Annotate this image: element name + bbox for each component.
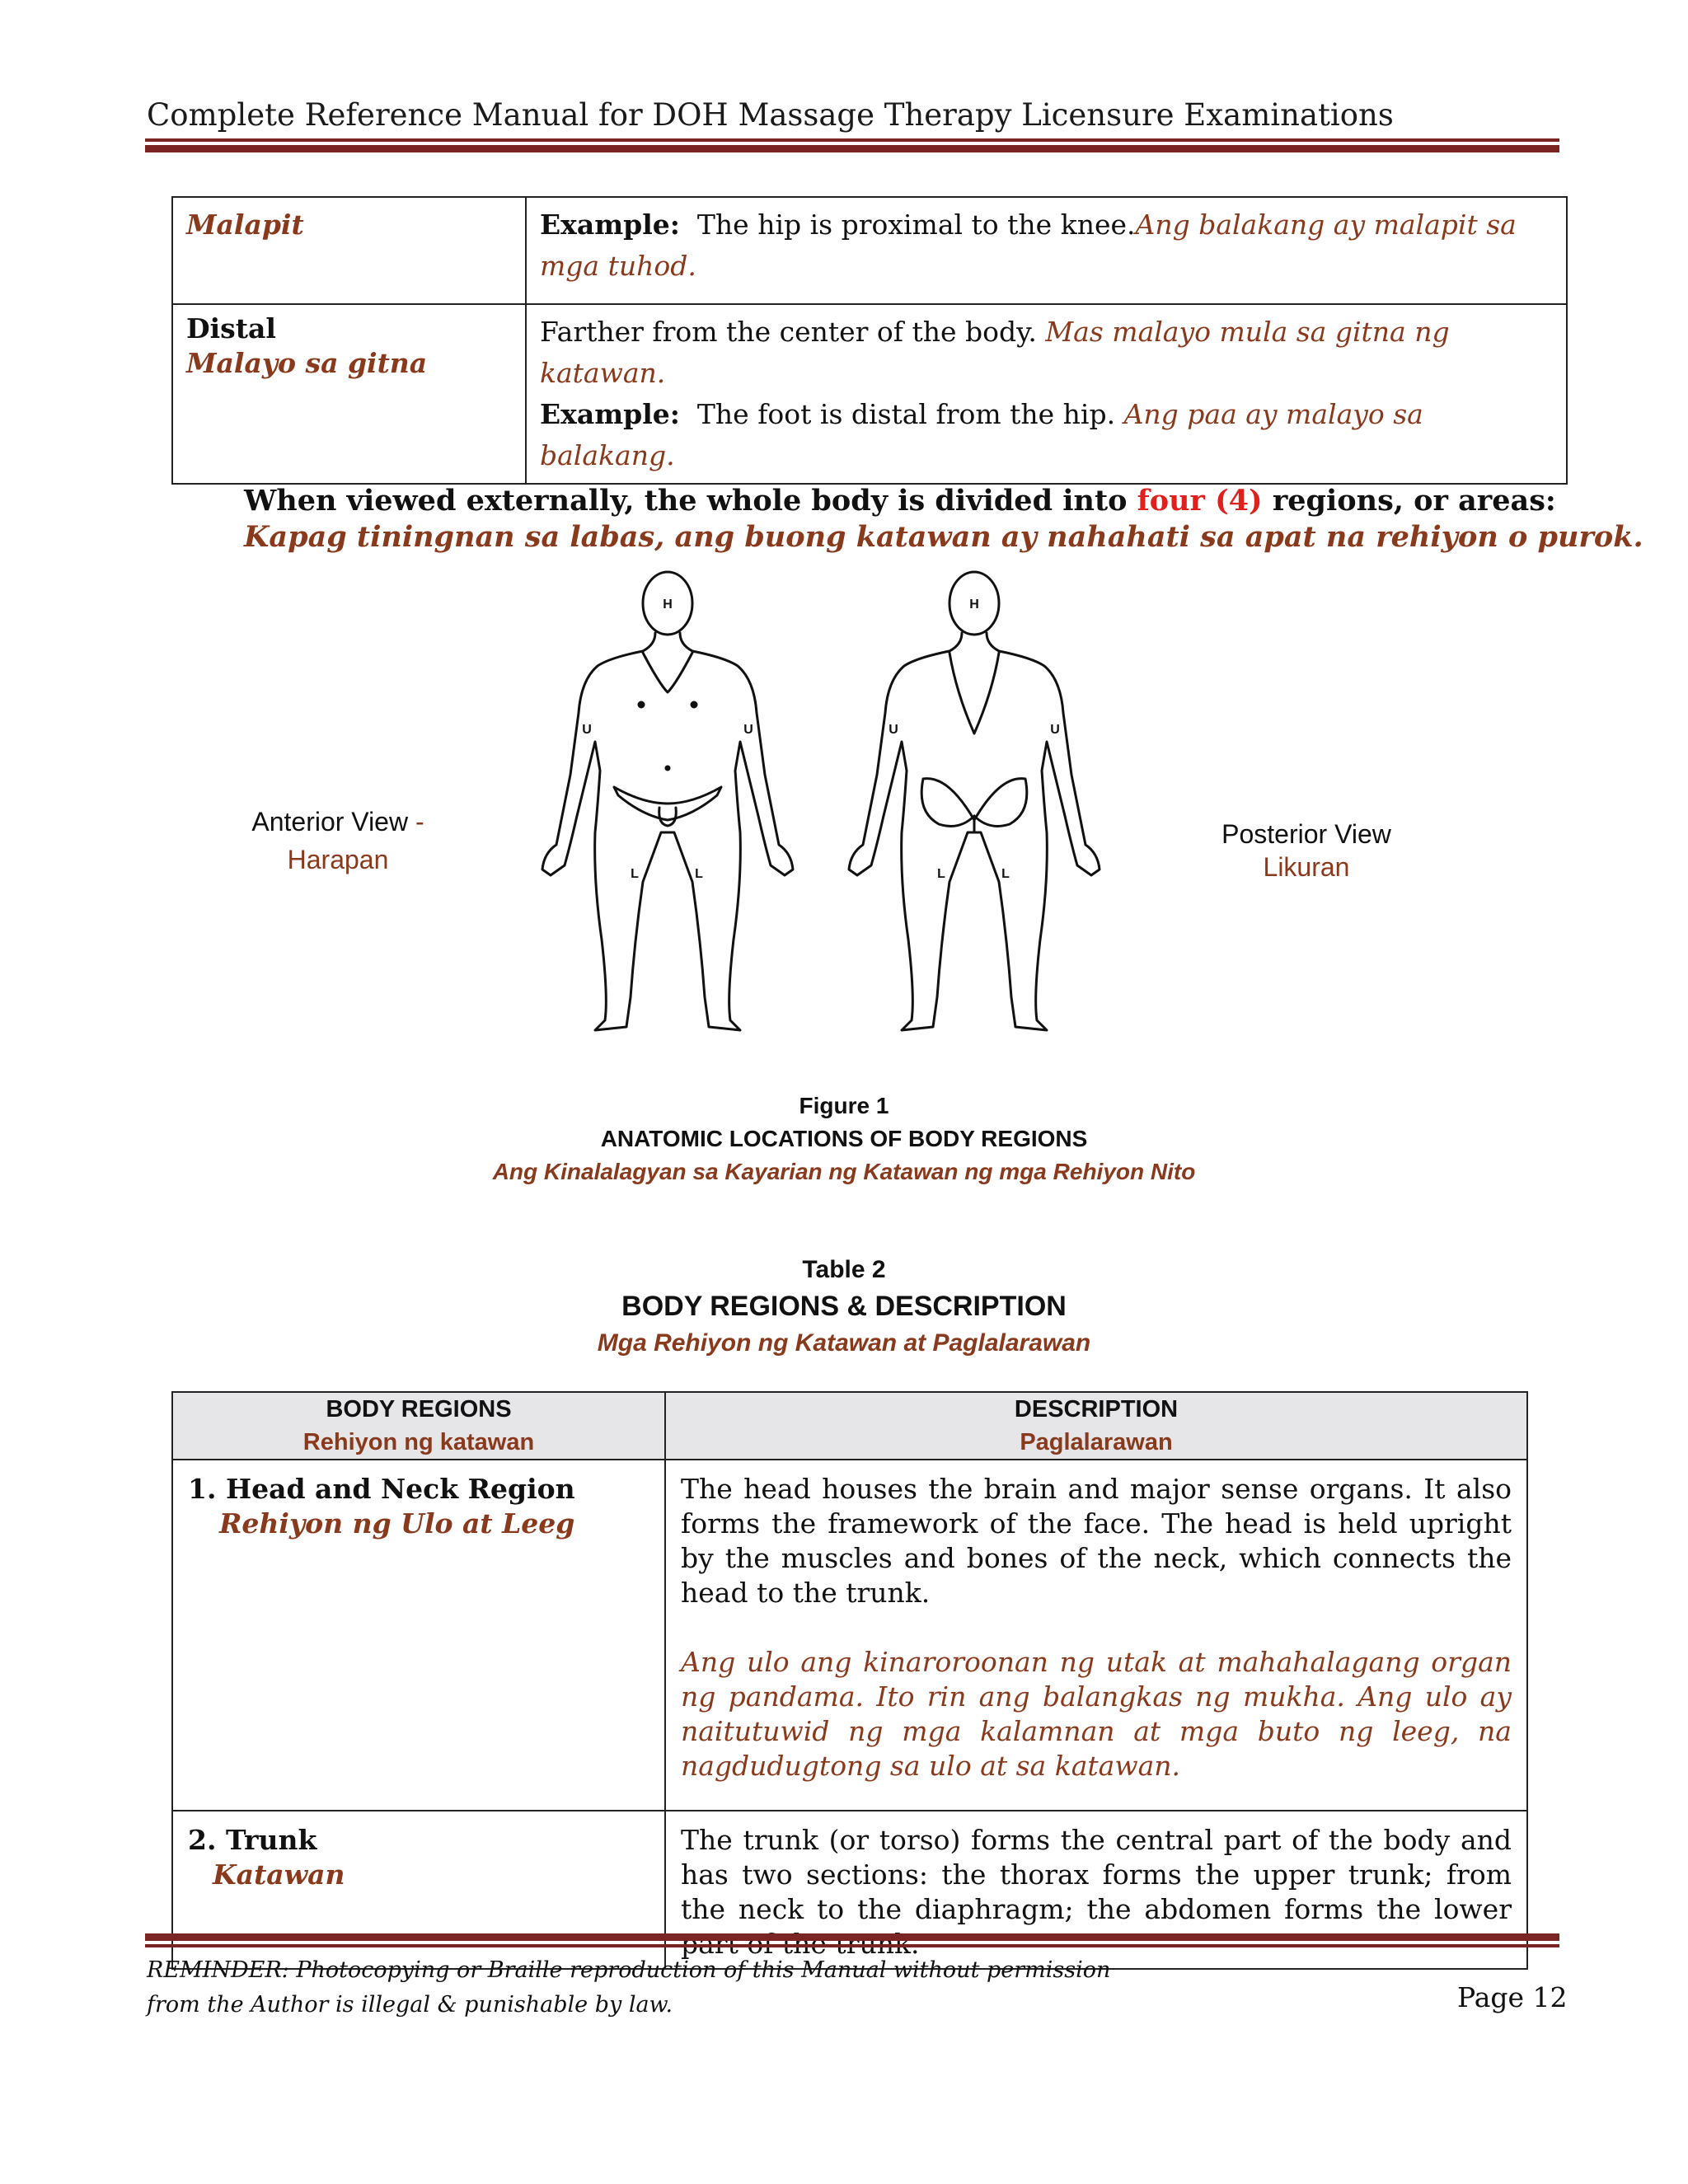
region-name-local: Katawan [213,1858,345,1891]
table2-heading [0,1253,1688,1361]
column-header-local: Paglalarawan [1020,1429,1173,1455]
term-cell [172,304,526,484]
term-local: Malayo sa gitna [186,347,428,379]
term-en: Distal [186,312,276,344]
region-letter-lower-left-posterior: L [937,867,945,881]
region-letter-lower-right-anterior: L [695,867,703,881]
table-row [172,1460,1527,1811]
body-regions-table [171,1391,1528,1970]
column-header-local: Rehiyon ng katawan [302,1429,535,1455]
example-local: Ang paa ay malayo sa balakang. [540,398,1423,471]
example-local: Ang balakang ay malapit sa mga tuhod. [540,209,1517,282]
example-en: The hip is proximal to the knee. [696,209,1136,241]
region-name: 1. Head and Neck Region [188,1473,575,1505]
region-name-local: Rehiyon ng Ulo at Leeg [219,1507,575,1540]
region-letter-head-anterior: H [663,598,673,612]
table-row [172,304,1567,484]
column-header-regions [172,1392,665,1460]
posterior-figure [849,572,1100,1030]
region-letter-head-posterior: H [969,598,979,612]
region-letter-upper-left-anterior: U [582,723,592,737]
regions-intro [244,483,1643,555]
anterior-figure [542,572,793,1030]
definition-cell [526,197,1567,304]
description-en: The trunk (or torso) forms the central part of the body and has two sections: the thorax forms the upper trunk; from the neck to the diaphragm; the abdomen forms the lower [681,1824,1512,1925]
column-header-en: BODY REGIONS [326,1396,512,1422]
region-letter-upper-right-posterior: U [1050,723,1060,737]
intro-highlight: four (4) [1137,484,1263,518]
term-cell [172,197,526,304]
intro-local: Kapag tiningnan sa labas, ang buong katawan ay nahahati sa apat na rehiyon o purok. [244,520,1643,554]
page-number: Page 12 [1457,1981,1568,2013]
header-rule [145,138,1559,152]
intro-text: regions, or areas: [1272,484,1556,518]
reproduction-notice [147,1953,1110,2022]
intro-text: When viewed externally, the whole body is divided into [244,484,1128,518]
region-letter-lower-left-anterior: L [631,867,639,881]
anterior-view-label [214,803,462,879]
description-local: Ang ulo ang kinaroroonan ng utak at mahahalagang organ ng pandama. Ito rin ang balangkas ng mukha. Ang ulo ay naitutuwid ng mga kalamnan at mga buto ng leeg, na nagdudugtong sa ulo at sa katawan. [681,1646,1512,1782]
notice-line: from the Author is illegal & punishable by law. [147,1992,673,2018]
table2-number: Table 2 [802,1256,886,1283]
figure-title: ANATOMIC LOCATIONS OF BODY REGIONS [600,1126,1088,1151]
region-letter-upper-left-posterior: U [889,723,898,737]
posterior-view-label [1187,818,1426,883]
anterior-label-local: Harapan [287,845,389,874]
table-row [172,197,1567,304]
definition-cell [526,304,1567,484]
page-header-title: Complete Reference Manual for DOH Massage Therapy Licensure Examinations [147,97,1394,133]
directional-terms-table [171,196,1568,485]
posterior-label-local: Likuran [1263,852,1350,882]
figure-title-local: Ang Kinalalagyan sa Kayarian ng Katawan ng mga Rehiyon Nito [492,1159,1196,1184]
region-cell [172,1460,665,1811]
description-en: The head houses the brain and major sense organs. It also forms the framework of the face. The head is held upright by the muscles and bones of the neck, which connects the head to the trunk. [681,1473,1512,1609]
body-regions-figure [519,569,1146,1047]
term-local: Malapit [186,209,304,241]
definition-en: Farther from the center of the body. [540,316,1037,348]
table2-title: BODY REGIONS & DESCRIPTION [621,1291,1067,1322]
anterior-dash: - [415,807,424,837]
region-name: 2. Trunk [188,1824,317,1856]
region-letter-upper-right-anterior: U [743,723,753,737]
definition-local: Mas malayo mula sa gitna ng katawan. [540,316,1450,389]
table2-title-local: Mga Rehiyon ng Katawan at Paglalarawan [597,1329,1091,1357]
column-header-en: DESCRIPTION [1014,1396,1179,1422]
figure-number: Figure 1 [799,1093,889,1118]
region-letter-lower-right-posterior: L [1001,867,1010,881]
figure-caption [0,1090,1688,1188]
table-header-row [172,1392,1527,1460]
footer-rule [145,1933,1559,1947]
posterior-label-en: Posterior View [1221,819,1391,849]
description-cell [665,1460,1527,1811]
example-en: The foot is distal from the hip. [696,398,1116,430]
example-label: Example: [540,209,680,241]
anterior-label-en: Anterior View [251,807,409,837]
column-header-description [665,1392,1527,1460]
notice-line: REMINDER: Photocopying or Braille reproduction of this Manual without permission [147,1957,1111,1983]
example-label: Example: [540,398,680,430]
